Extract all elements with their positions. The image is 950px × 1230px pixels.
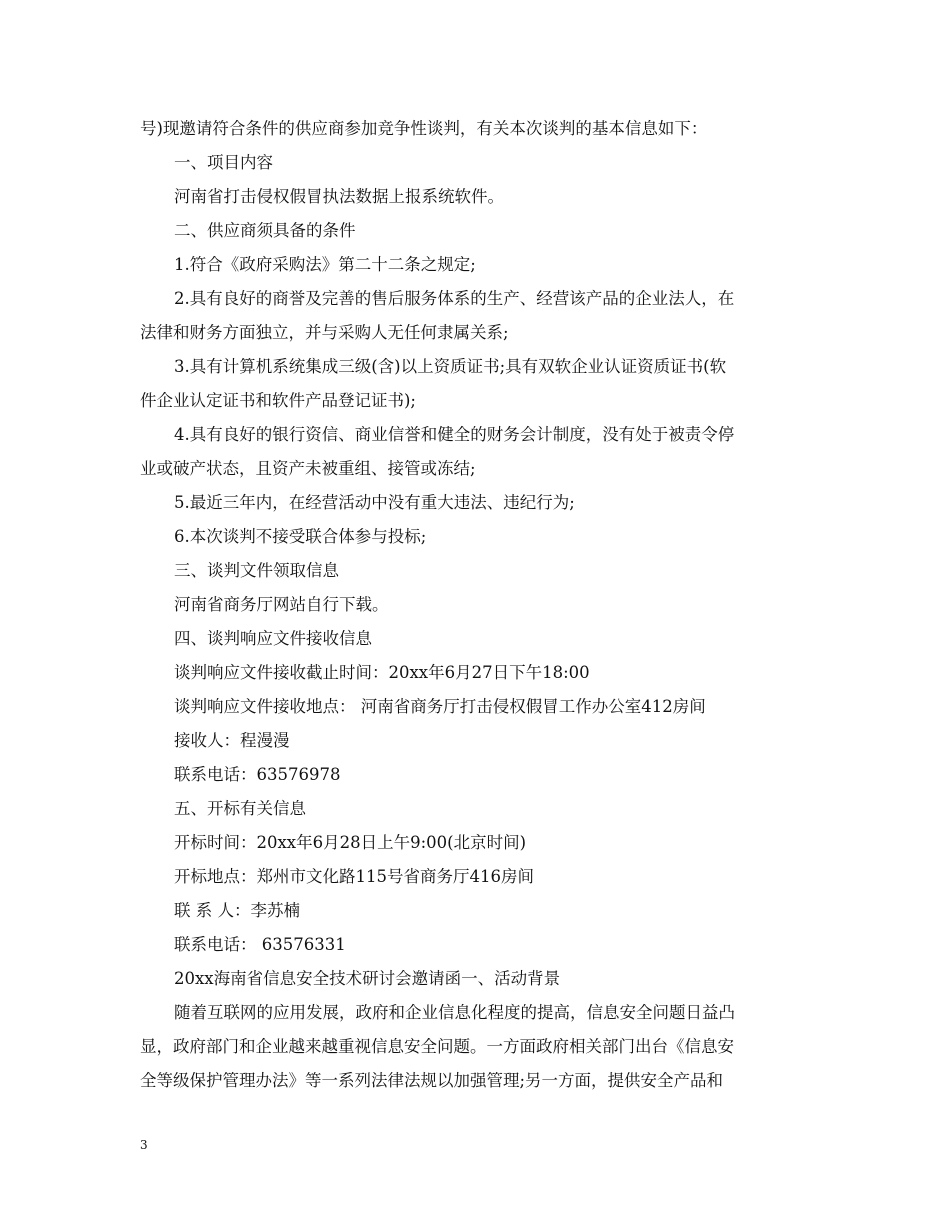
paragraph-line: 开标时间：20xx年6月28日上午9:00(北京时间)	[174, 833, 527, 852]
paragraph-line: 联系电话：63576978	[174, 765, 341, 784]
paragraph-line: 业或破产状态，且资产未被重组、接管或冻结;	[140, 459, 476, 478]
paragraph-line: 6.本次谈判不接受联合体参与投标;	[174, 527, 427, 546]
paragraph-line: 5.最近三年内，在经营活动中没有重大违法、违纪行为;	[174, 493, 575, 512]
paragraph-line: 河南省商务厅网站自行下载。	[174, 595, 389, 614]
paragraph-line: 接收人：程漫漫	[174, 731, 290, 750]
paragraph-line: 四、谈判响应文件接收信息	[174, 629, 372, 648]
paragraph-line: 全等级保护管理办法》等一系列法律法规以加强管理;另一方面，提供安全产品和	[140, 1071, 724, 1090]
paragraph-line: 二、供应商须具备的条件	[174, 221, 356, 240]
paragraph-line: 五、开标有关信息	[174, 799, 306, 818]
paragraph-line: 1.符合《政府采购法》第二十二条之规定;	[174, 255, 476, 274]
paragraph-line: 显，政府部门和企业越来越重视信息安全问题。一方面政府相关部门出台《信息安	[140, 1037, 734, 1056]
paragraph-line: 件企业认定证书和软件产品登记证书);	[140, 391, 416, 410]
paragraph-line: 2.具有良好的商誉及完善的售后服务体系的生产、经营该产品的企业法人，在	[174, 289, 735, 308]
paragraph-line: 开标地点：郑州市文化路115号省商务厅416房间	[174, 867, 534, 886]
paragraph-line: 随着互联网的应用发展，政府和企业信息化程度的提高，信息安全问题日益凸	[174, 1003, 735, 1022]
paragraph-line: 联系电话： 63576331	[174, 935, 346, 954]
paragraph-line: 谈判响应文件接收地点： 河南省商务厅打击侵权假冒工作办公室412房间	[174, 697, 706, 716]
paragraph-line: 谈判响应文件接收截止时间：20xx年6月27日下午18:00	[174, 663, 590, 682]
paragraph-line: 联 系 人：李苏楠	[174, 901, 300, 920]
paragraph-line: 一、项目内容	[174, 153, 273, 172]
paragraph-line: 4.具有良好的银行资信、商业信誉和健全的财务会计制度，没有处于被责令停	[174, 425, 735, 444]
paragraph-line: 号)现邀请符合条件的供应商参加竞争性谈判，有关本次谈判的基本信息如下：	[140, 119, 708, 138]
paragraph-line: 3.具有计算机系统集成三级(含)以上资质证书;具有双软企业认证资质证书(软	[174, 357, 727, 376]
page-number: 3	[140, 1138, 148, 1152]
paragraph-line: 法律和财务方面独立，并与采购人无任何隶属关系;	[140, 323, 509, 342]
paragraph-line: 三、谈判文件领取信息	[174, 561, 339, 580]
paragraph-line: 20xx海南省信息安全技术研讨会邀请函一、活动背景	[174, 969, 561, 988]
document-body	[140, 112, 812, 1098]
paragraph-line: 河南省打击侵权假冒执法数据上报系统软件。	[174, 187, 504, 206]
